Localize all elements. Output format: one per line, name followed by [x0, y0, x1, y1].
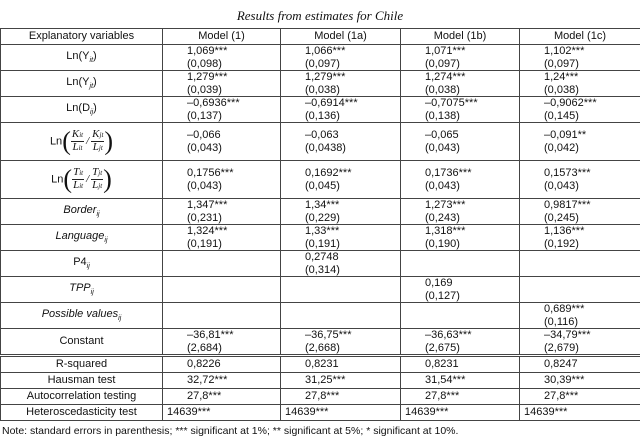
coefficient: –0,7075***	[425, 97, 515, 110]
variable-label-cell	[1, 45, 163, 71]
std-error: (0,039)	[187, 84, 276, 97]
label-main: Language	[55, 230, 104, 242]
coefficient: 1,274***	[425, 71, 515, 84]
results-table	[0, 28, 640, 421]
frac-var: L	[73, 179, 79, 191]
variable-label-cell	[1, 277, 163, 303]
value-cell	[281, 71, 401, 97]
frac-denominator	[71, 142, 84, 154]
table-row	[1, 303, 640, 329]
summary-row	[1, 356, 640, 373]
std-error: (0,098)	[187, 58, 276, 71]
summary-value: 30,39***	[520, 373, 640, 389]
std-error: (0,038)	[305, 84, 396, 97]
coefficient: 0,1692***	[305, 167, 396, 180]
label-sub: ij	[87, 263, 90, 270]
value-cell	[520, 71, 640, 97]
frac-var: T	[73, 166, 79, 178]
value-cell	[163, 71, 281, 97]
coefficient: 1,102***	[544, 45, 636, 58]
frac-denominator	[72, 180, 84, 192]
table-row	[1, 225, 640, 251]
coefficient: 1,136***	[544, 225, 636, 238]
value-cell	[520, 123, 640, 161]
std-error: (0,043)	[425, 180, 515, 193]
std-error: (0,043)	[425, 142, 515, 155]
label-end: )	[93, 102, 97, 114]
summary-row	[1, 373, 640, 389]
summary-value: 27,8***	[163, 389, 281, 405]
value-cell	[163, 199, 281, 225]
summary-label: Heteroscedasticity test	[1, 405, 163, 421]
label-end: )	[93, 50, 97, 62]
coefficient: 0,1736***	[425, 167, 515, 180]
value-cell	[163, 225, 281, 251]
value-cell	[281, 251, 401, 277]
frac-sub: it	[79, 131, 83, 139]
frac-denominator	[91, 142, 104, 154]
label-main: Border	[63, 204, 96, 216]
value-cell	[520, 199, 640, 225]
value-cell	[163, 161, 281, 199]
label-main: Constant	[59, 335, 103, 347]
variable-label-cell	[1, 329, 163, 356]
table-row	[1, 251, 640, 277]
label-main: P4	[73, 256, 86, 268]
coefficient: 0,9817***	[544, 199, 636, 212]
coefficient: –0,065	[425, 129, 515, 142]
value-cell	[401, 199, 520, 225]
table-row	[1, 199, 640, 225]
frac-sub: jt	[99, 144, 103, 152]
coefficient: –34,79***	[544, 329, 636, 342]
summary-label: Hausman test	[1, 373, 163, 389]
value-cell	[163, 97, 281, 123]
header-cell: Model (1)	[163, 29, 281, 45]
table-row	[1, 45, 640, 71]
coefficient: –0,063	[305, 129, 396, 142]
value-cell	[520, 161, 640, 199]
value-cell	[281, 97, 401, 123]
coefficient: 1,324***	[187, 225, 276, 238]
coefficient: 1,279***	[305, 71, 396, 84]
value-cell	[401, 251, 520, 277]
label-main: Ln(Y	[66, 50, 89, 62]
frac-var: K	[72, 128, 79, 140]
std-error: (0,145)	[544, 110, 636, 123]
value-cell	[163, 45, 281, 71]
value-cell	[163, 329, 281, 356]
label-main: Ln	[51, 173, 63, 185]
std-error: (0,229)	[305, 212, 396, 225]
label-main: Ln(Y	[66, 76, 89, 88]
fraction	[72, 167, 84, 192]
value-cell	[520, 303, 640, 329]
table-title: Results from estimates for Chile	[0, 6, 640, 28]
label-sub: jt	[90, 83, 94, 90]
std-error: (0,0438)	[305, 142, 396, 155]
summary-value: 14639***	[401, 405, 520, 421]
frac-var: K	[92, 128, 99, 140]
frac-var: L	[92, 179, 98, 191]
value-cell	[281, 329, 401, 356]
coefficient: 1,066***	[305, 45, 396, 58]
std-error: (0,138)	[425, 110, 515, 123]
coefficient: 1,34***	[305, 199, 396, 212]
value-cell	[401, 161, 520, 199]
std-error: (0,137)	[187, 110, 276, 123]
variable-label-cell	[1, 71, 163, 97]
table-note: Note: standard errors in parenthesis; *** significant at 1%; ** significant at 5%; * significant at 10%.	[0, 425, 640, 437]
std-error: (0,043)	[187, 142, 276, 155]
header-cell: Model (1b)	[401, 29, 520, 45]
std-error: (0,190)	[425, 238, 515, 251]
coefficient: 0,2748	[305, 251, 396, 264]
frac-sub: it	[79, 144, 83, 152]
table-row	[1, 161, 640, 199]
value-cell	[163, 277, 281, 303]
summary-value: 27,8***	[520, 389, 640, 405]
summary-value: 0,8247	[520, 356, 640, 373]
coefficient: 1,273***	[425, 199, 515, 212]
summary-label: Autocorrelation testing	[1, 389, 163, 405]
coefficient: 0,689***	[544, 303, 636, 316]
value-cell	[401, 45, 520, 71]
summary-value: 31,25***	[281, 373, 401, 389]
coefficient: –0,6914***	[305, 97, 396, 110]
std-error: (0,116)	[544, 316, 636, 329]
frac-sub: jt	[98, 169, 102, 177]
std-error: (0,191)	[305, 238, 396, 251]
std-error: (0,231)	[187, 212, 276, 225]
value-cell	[281, 277, 401, 303]
fraction	[71, 129, 84, 154]
frac-sub: it	[79, 182, 83, 190]
std-error: (0,191)	[187, 238, 276, 251]
value-cell	[281, 199, 401, 225]
value-cell	[401, 123, 520, 161]
coefficient: –0,066	[187, 129, 276, 142]
std-error: (2,684)	[187, 342, 276, 355]
frac-sub: it	[79, 169, 83, 177]
variable-label-cell	[1, 97, 163, 123]
std-error: (0,243)	[425, 212, 515, 225]
slash-icon: /	[86, 135, 89, 147]
std-error: (0,127)	[425, 290, 515, 303]
label-sub: ij	[118, 315, 121, 322]
variable-label-cell	[1, 225, 163, 251]
value-cell	[520, 45, 640, 71]
fraction	[91, 129, 104, 154]
value-cell	[163, 251, 281, 277]
std-error: (0,038)	[425, 84, 515, 97]
label-sub: ij	[96, 211, 99, 218]
frac-denominator	[91, 180, 103, 192]
value-cell	[401, 71, 520, 97]
coefficient: –0,6936***	[187, 97, 276, 110]
std-error: (0,097)	[544, 58, 636, 71]
value-cell	[520, 225, 640, 251]
value-cell	[401, 225, 520, 251]
value-cell	[401, 329, 520, 356]
table-row	[1, 97, 640, 123]
summary-value: 0,8231	[401, 356, 520, 373]
value-cell	[520, 329, 640, 356]
value-cell	[163, 123, 281, 161]
slash-icon: /	[86, 173, 89, 185]
std-error: (0,038)	[544, 84, 636, 97]
frac-var: T	[92, 166, 98, 178]
frac-sub: jt	[100, 131, 104, 139]
paren-open-icon: (	[63, 164, 72, 193]
table-row	[1, 71, 640, 97]
table-row	[1, 277, 640, 303]
std-error: (0,097)	[425, 58, 515, 71]
std-error: (0,192)	[544, 238, 636, 251]
std-error: (2,668)	[305, 342, 396, 355]
variable-label-cell	[1, 303, 163, 329]
value-cell	[281, 45, 401, 71]
value-cell	[520, 97, 640, 123]
label-sub: ij	[104, 237, 107, 244]
variable-label-cell	[1, 161, 163, 199]
frac-sub: jt	[98, 182, 102, 190]
coefficient: –36,81***	[187, 329, 276, 342]
summary-label: R-squared	[1, 356, 163, 373]
header-row	[1, 29, 640, 45]
value-cell	[281, 161, 401, 199]
label-sub: ij	[91, 289, 94, 296]
summary-value: 0,8226	[163, 356, 281, 373]
paren-close-icon: )	[103, 164, 112, 193]
coefficient: 1,279***	[187, 71, 276, 84]
value-cell	[401, 97, 520, 123]
std-error: (0,097)	[305, 58, 396, 71]
table-row	[1, 123, 640, 161]
variable-label-cell	[1, 199, 163, 225]
summary-value: 31,54***	[401, 373, 520, 389]
coefficient: 0,1756***	[187, 167, 276, 180]
value-cell	[281, 303, 401, 329]
coefficient: 1,071***	[425, 45, 515, 58]
coefficient: 1,347***	[187, 199, 276, 212]
std-error: (0,043)	[187, 180, 276, 193]
value-cell	[281, 123, 401, 161]
summary-value: 32,72***	[163, 373, 281, 389]
variable-label-cell	[1, 123, 163, 161]
label-sub: it	[90, 57, 94, 64]
summary-value: 14639***	[281, 405, 401, 421]
header-cell: Explanatory variables	[1, 29, 163, 45]
std-error: (0,245)	[544, 212, 636, 225]
table-row	[1, 329, 640, 356]
variable-label-cell	[1, 251, 163, 277]
coefficient: 1,069***	[187, 45, 276, 58]
std-error: (0,136)	[305, 110, 396, 123]
summary-value: 14639***	[163, 405, 281, 421]
coefficient: –36,63***	[425, 329, 515, 342]
label-main: Ln	[50, 135, 62, 147]
std-error: (0,042)	[544, 142, 636, 155]
header-cell: Model (1a)	[281, 29, 401, 45]
summary-row	[1, 405, 640, 421]
fraction	[91, 167, 103, 192]
coefficient: 1,318***	[425, 225, 515, 238]
coefficient: 1,24***	[544, 71, 636, 84]
coefficient: 0,1573***	[544, 167, 636, 180]
value-cell	[520, 277, 640, 303]
frac-var: L	[93, 141, 99, 153]
std-error: (2,675)	[425, 342, 515, 355]
coefficient: –36,75***	[305, 329, 396, 342]
label-main: TPP	[69, 282, 90, 294]
paren-close-icon: )	[104, 126, 113, 155]
summary-value: 27,8***	[401, 389, 520, 405]
value-cell	[401, 303, 520, 329]
summary-value: 0,8231	[281, 356, 401, 373]
value-cell	[520, 251, 640, 277]
label-main: Ln(D	[66, 102, 90, 114]
std-error: (0,043)	[544, 180, 636, 193]
value-cell	[163, 303, 281, 329]
summary-row	[1, 389, 640, 405]
coefficient: 0,169	[425, 277, 515, 290]
label-main: Possible values	[42, 308, 118, 320]
frac-var: L	[72, 141, 78, 153]
paren-open-icon: (	[62, 126, 71, 155]
coefficient: –0,9062***	[544, 97, 636, 110]
std-error: (0,314)	[305, 264, 396, 277]
value-cell	[401, 277, 520, 303]
summary-value: 14639***	[520, 405, 640, 421]
label-sub: ij	[90, 109, 93, 116]
std-error: (0,045)	[305, 180, 396, 193]
summary-value: 27,8***	[281, 389, 401, 405]
value-cell	[281, 225, 401, 251]
std-error: (2,679)	[544, 342, 636, 355]
coefficient: 1,33***	[305, 225, 396, 238]
coefficient: –0,091**	[544, 129, 636, 142]
label-end: )	[93, 76, 97, 88]
header-cell: Model (1c)	[520, 29, 640, 45]
